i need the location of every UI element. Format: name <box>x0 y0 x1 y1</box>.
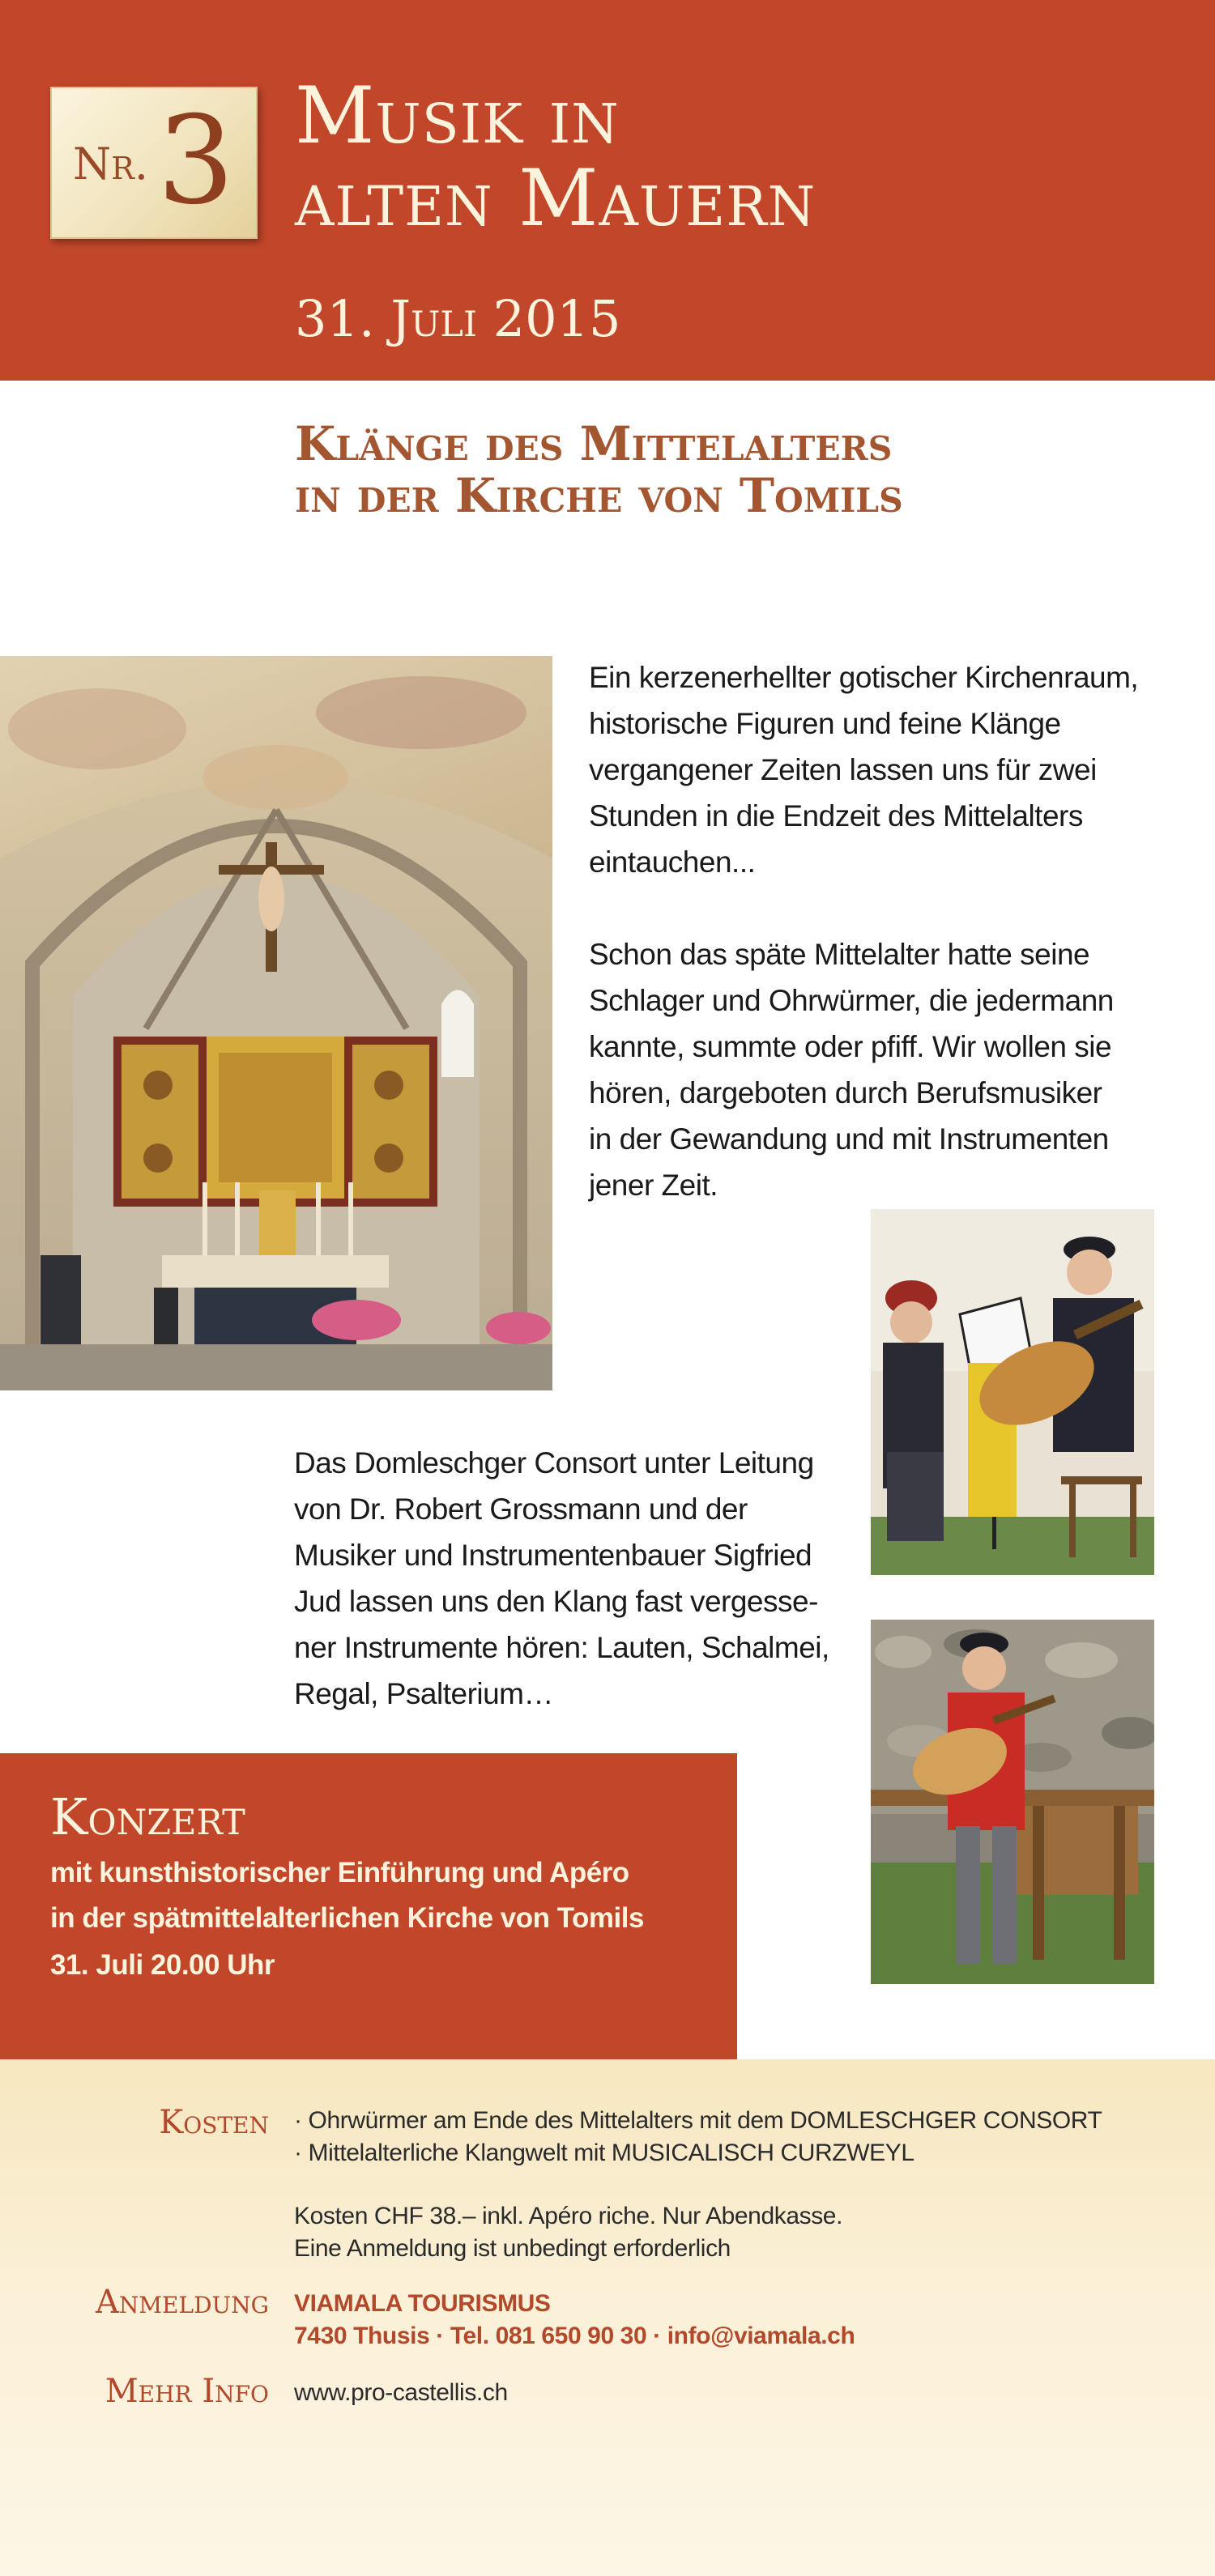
event-date: 31. Juli 2015 <box>295 289 621 348</box>
price-text: Kosten CHF 38.– inkl. Apéro riche. Nur Abendkasse. <box>294 2203 843 2229</box>
text-line: Stunden in die Endzeit des Mittelalters <box>589 799 1083 832</box>
website-link[interactable]: www.pro-castellis.ch <box>294 2379 508 2406</box>
text-line: jener Zeit. <box>589 1169 718 1202</box>
issue-number: 3 <box>157 91 235 232</box>
text-line: von Dr. Robert Grossmann und der <box>294 1492 748 1526</box>
issue-number-label: Nr. <box>73 138 149 189</box>
musicians-lute-illustration <box>871 1209 1154 1575</box>
musicians-photo <box>871 1209 1154 1575</box>
registration-note: Eine Anmeldung ist unbedingt erforderlich <box>294 2235 731 2262</box>
text-line: eintauchen... <box>589 845 756 879</box>
concert-title: Konzert <box>50 1787 245 1846</box>
church-interior-photo <box>0 656 552 1390</box>
page-title <box>295 70 1186 244</box>
concert-description-line: mit kunsthistorischer Einführung und Apéro <box>50 1857 629 1888</box>
text-line: kannte, summte oder pfiff. Wir wollen sie <box>589 1030 1112 1063</box>
program-item: · Ohrwürmer am Ende des Mittelalters mit dem DOMLESCHGER CONSORT <box>294 2107 1102 2134</box>
lute-player-illustration <box>871 1620 1154 1984</box>
text-line: Schlager und Ohrwürmer, die jedermann <box>589 984 1114 1017</box>
intro-paragraph-1 <box>589 654 1188 885</box>
text-line: ner Instrumente hören: Lauten, Schalmei, <box>294 1631 829 1664</box>
concert-time-line: 31. Juli 20.00 Uhr <box>50 1949 275 1981</box>
church-altar-illustration <box>0 656 552 1390</box>
text-line: Regal, Psalterium… <box>294 1677 554 1710</box>
registration-label: Anmeldung <box>95 2284 269 2321</box>
intro-paragraph-2 <box>589 931 1188 1208</box>
program-item: · Mittelalterliche Klangwelt mit MUSICALISCH CURZWEYL <box>294 2140 914 2166</box>
registration-organization: VIAMALA TOURISMUS <box>294 2290 551 2317</box>
registration-contact[interactable]: 7430 Thusis · Tel. 081 650 90 30 · info@viamala.ch <box>294 2323 855 2349</box>
text-line: historische Figuren und feine Klänge <box>589 707 1061 740</box>
text-line: Musiker und Instrumentenbauer Sigfried <box>294 1539 812 1572</box>
text-line: hören, dargeboten durch Berufsmusiker <box>589 1076 1102 1109</box>
issue-number-badge <box>50 87 258 239</box>
text-line: in der Gewandung und mit Instrumenten <box>589 1122 1109 1156</box>
text-line: vergangener Zeiten lassen uns für zwei <box>589 753 1097 786</box>
text-line: Ein kerzenerhellter gotischer Kirchenraum, <box>589 661 1139 694</box>
footer-info-panel <box>0 2059 1215 2576</box>
concert-location-line: in der spätmittelalterlichen Kirche von Tomils <box>50 1902 644 1934</box>
costs-label: Kosten <box>159 2104 269 2141</box>
more-info-label: Mehr Info <box>104 2373 269 2410</box>
text-line: Jud lassen uns den Klang fast vergesse- <box>294 1585 818 1618</box>
page-title-line: Musik in <box>295 70 620 161</box>
lute-player-photo <box>871 1620 1154 1984</box>
text-line: Das Domleschger Consort unter Leitung <box>294 1446 814 1480</box>
concert-info-box <box>0 1753 737 2059</box>
subtitle-line: Klänge des Mittelalters <box>295 416 893 471</box>
page-title-line: alten Mauern <box>295 153 816 244</box>
subtitle-line: in der Kirche von Tomils <box>295 468 903 523</box>
intro-paragraph-3 <box>294 1440 861 1717</box>
text-line: Schon das späte Mittelalter hatte seine <box>589 938 1090 971</box>
header-banner <box>0 0 1215 381</box>
page-subtitle <box>295 418 1186 522</box>
